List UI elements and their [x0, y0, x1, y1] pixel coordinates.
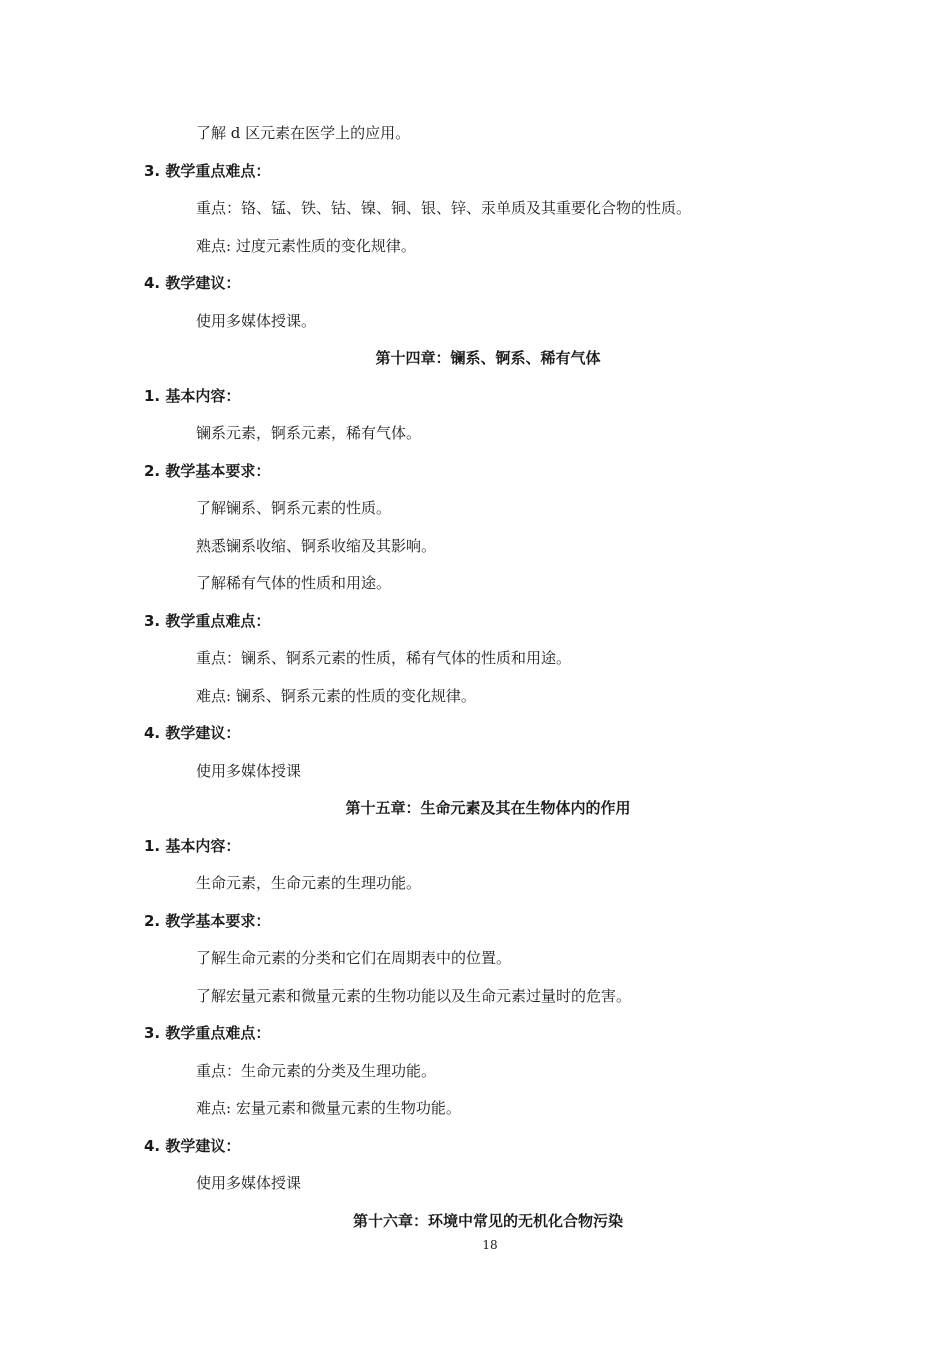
paragraph: 重点：铬、锰、铁、钴、镍、铜、银、锌、汞单质及其重要化合物的性质。	[196, 199, 692, 217]
section-heading: 2. 教学基本要求：	[144, 462, 271, 480]
paragraph: 难点: 镧系、锕系元素的性质的变化规律。	[196, 687, 476, 705]
paragraph: 了解镧系、锕系元素的性质。	[196, 499, 392, 517]
paragraph: 使用多媒体授课	[196, 1174, 302, 1192]
paragraph: 了解稀有气体的性质和用途。	[196, 574, 392, 592]
chapter-title: 第十六章：环境中常见的无机化合物污染	[352, 1212, 623, 1230]
paragraph: 使用多媒体授课	[196, 762, 302, 780]
paragraph: 难点: 宏量元素和微量元素的生物功能。	[196, 1099, 461, 1117]
section-heading: 1. 基本内容：	[144, 387, 241, 405]
paragraph: 生命元素，生命元素的生理功能。	[196, 874, 422, 892]
paragraph: 了解生命元素的分类和它们在周期表中的位置。	[196, 949, 512, 967]
section-heading: 1. 基本内容：	[144, 837, 241, 855]
section-heading: 2. 教学基本要求：	[144, 912, 271, 930]
section-heading: 3. 教学重点难点：	[144, 162, 271, 180]
chapter-title: 第十四章：镧系、锕系、稀有气体	[375, 349, 601, 367]
page-number: 18	[482, 1238, 498, 1252]
section-heading: 4. 教学建议：	[144, 274, 241, 292]
section-heading: 4. 教学建议：	[144, 1137, 241, 1155]
paragraph: 熟悉镧系收缩、锕系收缩及其影响。	[196, 537, 437, 555]
section-heading: 4. 教学建议：	[144, 724, 241, 742]
paragraph: 使用多媒体授课。	[196, 312, 317, 330]
chapter-title: 第十五章：生命元素及其在生物体内的作用	[345, 799, 631, 817]
paragraph: 难点: 过度元素性质的变化规律。	[196, 237, 416, 255]
paragraph: 镧系元素，锕系元素，稀有气体。	[196, 424, 422, 442]
section-heading: 3. 教学重点难点：	[144, 1024, 271, 1042]
paragraph: 了解 d 区元素在医学上的应用。	[196, 124, 411, 142]
paragraph: 重点：镧系、锕系元素的性质，稀有气体的性质和用途。	[196, 649, 572, 667]
paragraph: 了解宏量元素和微量元素的生物功能以及生命元素过量时的危害。	[196, 987, 632, 1005]
paragraph: 重点：生命元素的分类及生理功能。	[196, 1062, 437, 1080]
section-heading: 3. 教学重点难点：	[144, 612, 271, 630]
